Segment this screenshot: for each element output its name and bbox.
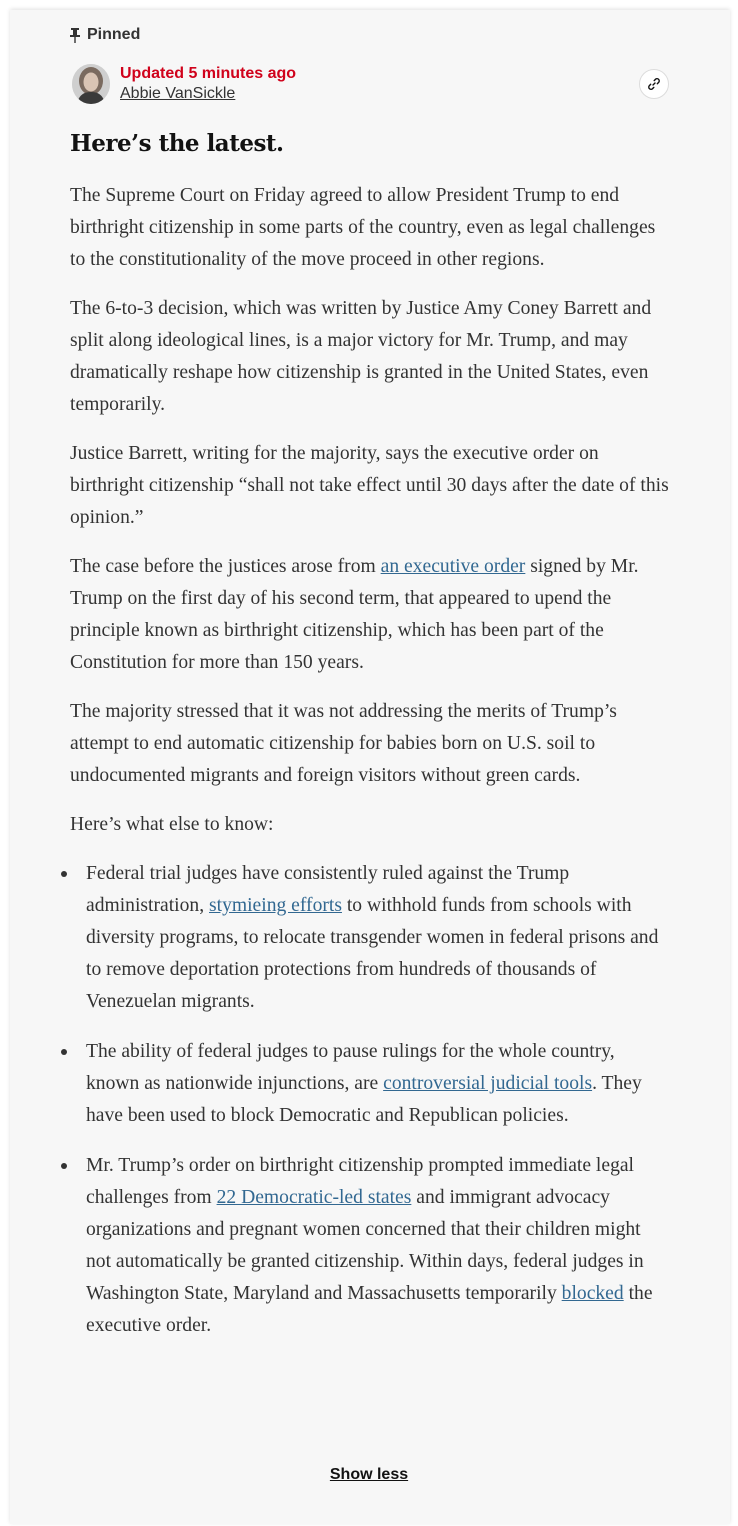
copy-link-button[interactable] — [639, 69, 669, 99]
show-less-button[interactable]: Show less — [329, 1466, 409, 1483]
pinned-text: Pinned — [87, 26, 141, 43]
post-body — [70, 180, 670, 1360]
updated-timestamp: Updated 5 minutes ago — [120, 65, 297, 82]
bullet-list — [70, 858, 670, 1342]
executive-order-link[interactable]: an executive order — [380, 556, 526, 577]
stymieing-efforts-link[interactable]: stymieing efforts — [209, 895, 342, 916]
paragraph: The Supreme Court on Friday agreed to allow President Trump to end birthright citizenship in some parts of the country, even as legal challenges to the constitutionality of the move proceed in other regions. — [70, 185, 656, 270]
controversial-tools-link[interactable]: controversial judicial tools — [383, 1073, 593, 1094]
paragraph: The majority stressed that it was not addressing the merits of Trump’s attempt to end automatic citizenship for babies born on U.S. soil to undocumented migrants and foreign visitors without green cards. — [70, 701, 617, 786]
paragraph: Justice Barrett, writing for the majority, says the executive order on birthright citizenship “shall not take effect until 30 days after the date of this opinion.” — [70, 443, 669, 528]
show-less-wrapper — [0, 1466, 738, 1484]
paragraph: The 6-to-3 decision, which was written by Justice Amy Coney Barrett and split along ideological lines, is a major victory for Mr. Trump, and may dramatically reshape how citizenship is granted in the United States, even temporarily. — [70, 298, 652, 415]
paragraph: The case before the justices arose from an executive order signed by Mr. Trump on the first day of his second term, that appeared to upend the principle known as birthright citizenship, which has been part of the Constitution for more than 150 years. — [70, 556, 639, 673]
list-item: Mr. Trump’s order on birthright citizenship prompted immediate legal challenges from 22 Democratic-led states and immigrant advocacy organizations and pregnant women concerned that their children might not automatically be granted citizenship. Within days, federal judges in Washington State, Maryland and Massachusetts temporarily blocked the executive order. — [70, 1150, 670, 1342]
byline — [72, 64, 296, 104]
link-icon — [647, 77, 661, 91]
post-headline: Here’s the latest. — [70, 130, 284, 157]
pinned-label — [69, 25, 140, 45]
democratic-states-link[interactable]: 22 Democratic-led states — [216, 1187, 412, 1208]
blocked-link[interactable]: blocked — [561, 1283, 624, 1304]
pin-icon — [69, 27, 81, 43]
author-link[interactable]: Abbie VanSickle — [120, 85, 236, 102]
list-item: Federal trial judges have consistently ruled against the Trump administration, stymieing efforts to withhold funds from schools with diversity programs, to relocate transgender women in federal prisons and to remove deportation protections from hundreds of thousands of Venezuelan migrants. — [70, 858, 670, 1018]
paragraph: Here’s what else to know: — [70, 814, 274, 835]
list-item: The ability of federal judges to pause rulings for the whole country, known as nationwide injunctions, are controversial judicial tools. They have been used to block Democratic and Republican policies. — [70, 1036, 670, 1132]
author-avatar[interactable] — [72, 64, 110, 104]
